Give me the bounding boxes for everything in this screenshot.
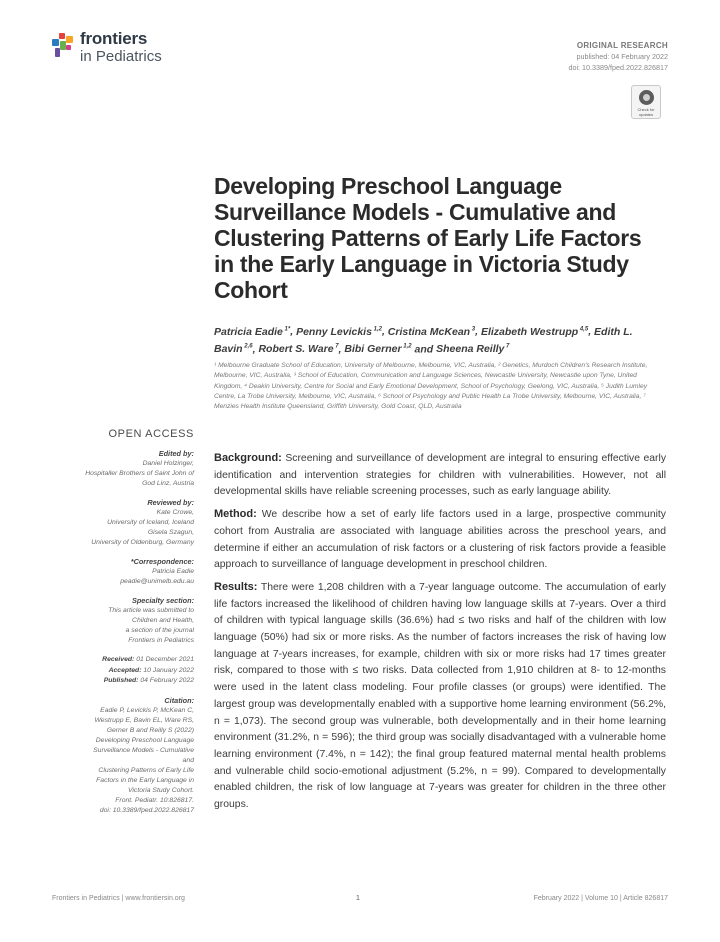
reviewer-line: University of Oldenburg, Germany (91, 539, 194, 546)
specialty-line: a section of the journal (125, 627, 194, 634)
results-text: There were 1,208 children with a 7-year language outcome. The accumulation of early life factors increased the likelihood of children having low language skills at 7-years. Over a third of children with typical language skills (36.6%) had ≤ two risks and half of the children with low language (50%) had six or more risks. As the number of factors increases the risk of having low language at 7-years increases, for example, children with six or more risks had 17 times greater risk, compared to those with ≤ two risks. Data collected from 1,910 children at 8- to 12-months were used in the latent class modeling. Four profile classes (or groups) were identified. The largest group was developmentally enabled with a supportive home learning environment (56.2%, n = 1,073). The second group was vulnerable, both developmentally and in their home learning environment (31.2%, n = 596); the third group was socially disadvantaged with a vulnerable home learning environment (7.4%, n = 142); the final group featured maternal mental health problems and vulnerable child socio-emotional adjustment (5.2%, n = 99). Compared to developmentally enabled children, the risk of low language at 7-years was greater for children in the three other groups. (214, 581, 666, 811)
author-name[interactable]: Bibi Gerner $^{1,2}$ (344, 343, 412, 355)
correspondence-label: *Correspondence: (130, 557, 194, 566)
check-updates-icon (639, 90, 654, 105)
dates-section (80, 655, 194, 687)
page-number: 1 (356, 895, 360, 902)
background-text: Screening and surveillance of development are integral to ensuring effective early identification and intervention strategies for children with vulnerabilities. However, not all developmental skills have reliable screening processes, such as early language ability. (214, 453, 667, 498)
author-affiliation-sup: 7 (333, 343, 339, 350)
editor-line: Hospitaller Brothers of Saint John of (85, 470, 194, 477)
author-name[interactable]: Penny Levickis $^{1,2}$ (296, 325, 382, 338)
footer-journal: Frontiers in Pediatrics | www.frontiersin.org (52, 895, 185, 902)
doi: doi: 10.3389/fped.2022.826817 (568, 63, 668, 72)
citation-line: Gerner B and Reilly S (2022) (106, 726, 194, 734)
results-heading: Results: (214, 580, 258, 593)
journal-name-line1: frontiers (80, 29, 148, 48)
specialty-section (80, 596, 194, 646)
citation-line: Westrupp E, Bavin EL, Ware RS, (94, 716, 194, 724)
background-heading: Background: (214, 452, 282, 464)
citation-line: Factors in the Early Language in (96, 776, 194, 784)
published-date: published: 04 February 2022 (576, 52, 668, 61)
citation-line: Victoria Study Cohort. (128, 786, 194, 794)
citation-line: Clustering Patterns of Early Life (98, 766, 194, 774)
author-name[interactable]: Patricia Eadie $^{1*}$ (214, 325, 291, 338)
reviewer-line: Kate Crowe, (156, 509, 194, 516)
badge-label: Check for updates (637, 107, 655, 117)
author-affiliation-sup: 2,6 (242, 343, 253, 350)
author-affiliation-sup: 3 (470, 326, 476, 332)
author-affiliation-sup: 4,5 (578, 326, 589, 332)
specialty-line: This article was submitted to (108, 607, 194, 614)
abstract-results (214, 579, 666, 814)
reviewer-line: Gisela Szagun, (147, 529, 194, 536)
footer-issue: February 2022 | Volume 10 | Article 826817 (533, 895, 668, 902)
author-affiliation-sup: 7 (504, 343, 510, 350)
correspondence-section (80, 557, 194, 587)
method-text: We describe how a set of early life factors used in a large, prospective community cohort from Australia are associated with language abilities across the preschool years, and determine if either an accumulation of risk factors or a clustering of risk factors provide a feasible approach to surveillance of language development in preschool children. (214, 509, 666, 571)
journal-logo (52, 30, 162, 64)
citation-section (80, 696, 194, 816)
citation-line: Developing Preschool Language (95, 736, 194, 744)
published-date-sidebar: Published: 04 February 2022 (103, 677, 194, 684)
article-meta (568, 41, 668, 72)
correspondence-email-link[interactable]: peadie@unimelb.edu.au (120, 578, 194, 585)
citation-line: Front. Pediatr. 10:826817. (115, 796, 194, 804)
reviewer-line: University of Iceland, Iceland (107, 519, 194, 526)
abstract-background (214, 450, 666, 501)
author-affiliation-sup: 1,2 (401, 343, 412, 350)
method-heading: Method: (214, 508, 257, 521)
article-type: ORIGINAL RESEARCH (576, 41, 668, 50)
citation-label: Citation: (164, 695, 194, 705)
open-access-label: OPEN ACCESS (108, 428, 194, 440)
edited-by-section (80, 449, 194, 489)
author-name[interactable]: Sheena Reilly $^7$ (436, 343, 510, 355)
article-info-sidebar (80, 428, 194, 825)
abstract-method (214, 506, 666, 574)
citation-line: Surveillance Models - Cumulative and (93, 746, 194, 764)
received-date: Received: 01 December 2021 (102, 656, 194, 663)
edited-by-label: Edited by: (158, 449, 194, 458)
author-name[interactable]: Edith L. Bavin $^{2,6}$ (214, 325, 633, 355)
author-affiliation-sup: 1* (282, 326, 291, 332)
citation-line: Eadie P, Levickis P, McKean C, (100, 706, 194, 714)
affiliations: ¹ Melbourne Graduate School of Education, University of Melbourne, Melbourne, VIC, Australia, ² Genetics, Murdoch Children's Research Institute, Melbourne, VIC, Australia, ³ School of Education, Communication and Language Sciences, Newcastle University, Newcastle upon Tyne, United Kingdom, ⁴ Deakin University, Centre for Social and Early Emotional Development, School of Psychology, Geelong, VIC, Australia, ⁵ Judith Lumley Centre, La Trobe University, Melbourne, VIC, Australia, ⁶ School of Psychology and Public Health La Trobe University, Melbourne, VIC, Australia, ⁷ Menzies Health Institute Queensland, Griffith University, Gold Coast, QLD, Australia (214, 362, 648, 411)
article-title: Developing Preschool Language Surveillance Models - Cumulative and Clustering Patterns of Early Life Factors in the Early Language in Victoria Study Cohort (214, 173, 642, 303)
author-name[interactable]: Cristina McKean $^3$ (387, 325, 476, 338)
author-list: Patricia Eadie $^{1*}$, Penny Levickis $^{1,2}$, Cristina McKean $^3$, Elizabeth Westrupp $^{4,5}$, Edith L. Bavin $^{2,6}$, Robert S. Ware $^7$, Bibi Gerner $^{1,2}$ and Sheena Reilly $^7$ (214, 325, 633, 355)
editor-line: God Linz, Austria (142, 480, 194, 487)
frontiers-logo-icon (52, 33, 74, 59)
reviewed-by-section (80, 498, 194, 548)
specialty-line: Children and Health, (132, 617, 194, 624)
journal-name-line2: in Pediatrics (80, 48, 162, 65)
author-name[interactable]: Robert S. Ware $^7$ (258, 343, 339, 355)
check-for-updates-badge[interactable] (631, 85, 661, 119)
reviewed-by-label: Reviewed by: (147, 498, 194, 507)
specialty-label: Specialty section: (131, 596, 194, 605)
author-name[interactable]: Elizabeth Westrupp $^{4,5}$ (480, 325, 589, 338)
specialty-line: Frontiers in Pediatrics (128, 637, 194, 644)
citation-doi-link[interactable]: doi: 10.3389/fped.2022.826817 (99, 806, 194, 814)
editor-line: Daniel Holzinger, (142, 460, 194, 467)
author-affiliation-sup: 1,2 (371, 326, 382, 332)
accepted-date: Accepted: 10 January 2022 (108, 666, 194, 674)
correspondence-name: Patricia Eadie (152, 568, 194, 575)
abstract (214, 450, 666, 819)
